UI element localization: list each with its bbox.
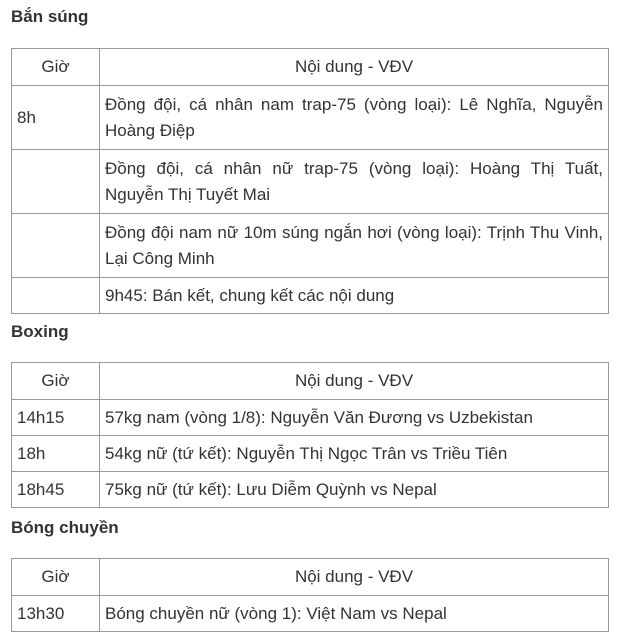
table-row — [12, 150, 609, 214]
table-row — [12, 86, 609, 150]
header-time: Giờ — [12, 559, 100, 596]
section-title-volleyball: Bóng chuyền — [11, 518, 119, 537]
table-row — [12, 278, 609, 314]
table-header-row — [12, 49, 609, 86]
time-cell — [12, 278, 100, 314]
time-cell — [12, 214, 100, 278]
table-header-row — [12, 559, 609, 596]
content-cell: 57kg nam (vòng 1/8): Nguyễn Văn Đương vs Uzbekistan — [100, 400, 609, 436]
content-cell: 75kg nữ (tứ kết): Lưu Diễm Quỳnh vs Nepal — [100, 472, 609, 508]
header-time: Giờ — [12, 363, 100, 400]
table-row — [12, 472, 609, 508]
time-cell: 18h — [12, 436, 100, 472]
header-time: Giờ — [12, 49, 100, 86]
table-row — [12, 596, 609, 632]
content-cell: Đồng đội nam nữ 10m súng ngắn hơi (vòng loại): Trịnh Thu Vinh, Lại Công Minh — [100, 214, 609, 278]
time-cell — [12, 150, 100, 214]
content-cell: Đồng đội, cá nhân nam trap-75 (vòng loại): Lê Nghĩa, Nguyễn Hoàng Điệp — [100, 86, 609, 150]
schedule-table-boxing — [11, 362, 609, 508]
time-cell: 13h30 — [12, 596, 100, 632]
content-cell: Bóng chuyền nữ (vòng 1): Việt Nam vs Nepal — [100, 596, 609, 632]
content-cell: 9h45: Bán kết, chung kết các nội dung — [100, 278, 609, 314]
content-cell: Đồng đội, cá nhân nữ trap-75 (vòng loại): Hoàng Thị Tuất, Nguyễn Thị Tuyết Mai — [100, 150, 609, 214]
header-content: Nội dung - VĐV — [100, 49, 609, 86]
schedule-table-volleyball — [11, 558, 609, 632]
section-title-boxing: Boxing — [11, 322, 69, 341]
header-content: Nội dung - VĐV — [100, 363, 609, 400]
time-cell: 8h — [12, 86, 100, 150]
table-row — [12, 214, 609, 278]
time-cell: 14h15 — [12, 400, 100, 436]
header-content: Nội dung - VĐV — [100, 559, 609, 596]
table-row — [12, 400, 609, 436]
time-cell: 18h45 — [12, 472, 100, 508]
schedule-table-shooting — [11, 48, 609, 314]
content-cell: 54kg nữ (tứ kết): Nguyễn Thị Ngọc Trân vs Triều Tiên — [100, 436, 609, 472]
table-row — [12, 436, 609, 472]
section-title-shooting: Bắn súng — [11, 7, 89, 26]
table-header-row — [12, 363, 609, 400]
